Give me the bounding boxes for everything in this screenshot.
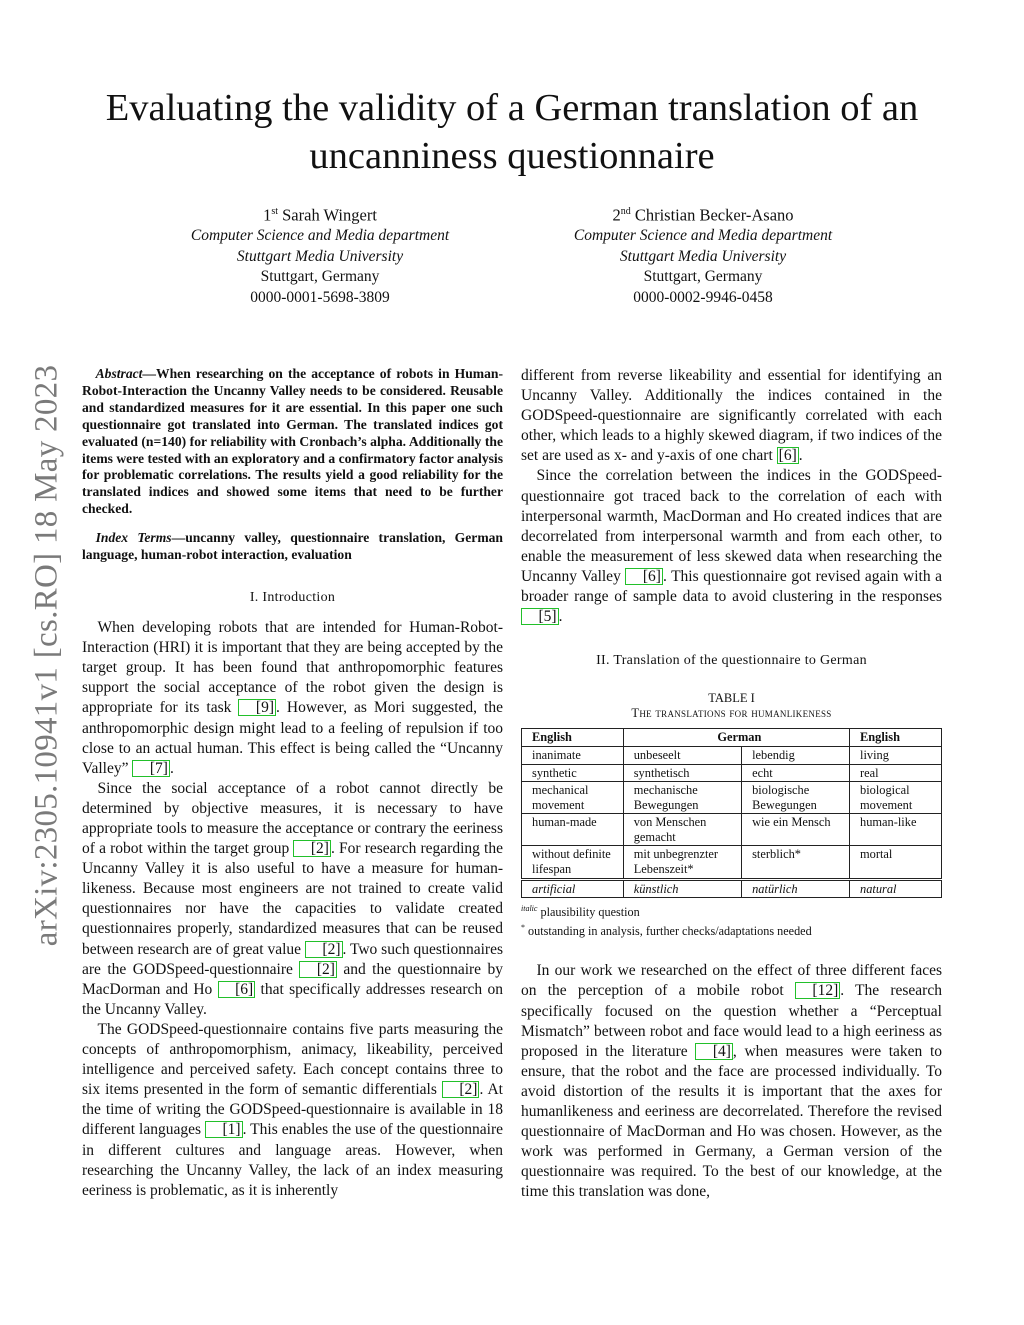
- table-cell: human-like: [850, 814, 942, 846]
- abstract: Abstract—When researching on the acceptance of robots in Human-Robot-Interaction the Uncanny Valley needs to be considered. Reusable and standardized measures for it are essential. In this paper one such questionnaire got translated into German. The translated indices got evaluated (n=140) for reliability with Cronbach’s alpha. Additionally the items were tested with an exploratory and a confirmatory factor analysis for problematic correlations. The results yield a good reliability for the translated indices and showed some items that need to be further checked.: [82, 366, 503, 517]
- author-ordinal: 2: [612, 205, 621, 225]
- paper-title: Evaluating the validity of a German translation of an uncanniness questionnaire: [105, 87, 919, 177]
- table-cell: living: [850, 746, 942, 764]
- author-name-line: [523, 202, 883, 226]
- author-ordinal: 1: [263, 205, 272, 225]
- author-orcid: 0000-0001-5698-3809: [250, 288, 390, 306]
- table-row: [522, 814, 942, 846]
- author-university: Stuttgart Media University: [619, 247, 787, 265]
- author-university: Stuttgart Media University: [236, 247, 404, 265]
- table-cell: natürlich: [742, 879, 850, 898]
- table-footnote-1: [521, 901, 942, 920]
- table-row: [522, 846, 942, 879]
- right-column: [521, 366, 942, 1203]
- table-cell: without definite lifespan: [522, 846, 624, 879]
- table-cell: real: [850, 764, 942, 782]
- table-row: [522, 782, 942, 814]
- author-city: Stuttgart, Germany: [260, 268, 380, 285]
- table-cell: von Menschen gemacht: [623, 814, 741, 846]
- table-cell: mortal: [850, 846, 942, 879]
- table-cell: mechanical movement: [522, 782, 624, 814]
- table-header: English: [850, 729, 942, 747]
- table-header: English: [522, 729, 624, 747]
- table-cell: inanimate: [522, 746, 624, 764]
- intro-paragraph-1: When developing robots that are intended for Human-Robot-Interaction (HRI) it is important that they are being accepted by the target group. It has been found that anthropomorphic features support the social acceptance of the robot given the design is appropriate for its task [9] . However, as Mori suggested, the anthropomorphic design might lead to a feeling of repulsion if too close to an actual human. This effect is being called the “Uncanny Valley” [7] .: [82, 619, 503, 777]
- table-cell: wie ein Mensch: [742, 814, 850, 846]
- table-cell: synthetic: [522, 764, 624, 782]
- table-cell: lebendig: [742, 746, 850, 764]
- author-department: Computer Science and Media department: [573, 227, 833, 244]
- intro-paragraph-4: Since the correlation between the indices in the GODSpeed-questionnaire got traced back to the correlation of each with interpersonal warmth, MacDorman and Ho created indices that are decorrelated from interpersonal warmth and from each other, to enable the measurement of less skewed data when researching the Uncanny Valley [6] . This questionnaire got revised again with a broader range of sample data to avoid clustering in the responses [5] .: [521, 467, 942, 626]
- author-block-1: [140, 202, 500, 308]
- intro-paragraph-3: The GODSpeed-questionnaire contains five parts measuring the concepts of anthropomorphism, animacy, likeability, perceived intelligence and perceived safety. Each concept contains three to six items presented in the form of semantic differentials [2] . At the time of writing the GODSpeed-questionnaire is available in 18 different languages [1] . This enables the use of the questionnaire in different cultures and language areas. However, when researching the Uncanny Valley, the lack of an index measuring eeriness is problematic, as it is inherently: [82, 1020, 503, 1199]
- author-name: Christian Becker-Asano: [634, 205, 794, 225]
- index-terms-label: Index Terms: [95, 530, 172, 546]
- table-cell: unbeseelt: [623, 746, 741, 764]
- author-city: Stuttgart, Germany: [643, 268, 763, 285]
- table-cell: biological movement: [850, 782, 942, 814]
- translation-table: [521, 728, 942, 898]
- author-department: Computer Science and Media department: [190, 227, 450, 244]
- table-label: TABLE I: [708, 691, 755, 706]
- citation-link[interactable]: [2]: [299, 961, 337, 978]
- citation-link[interactable]: [2]: [305, 941, 343, 958]
- citation-link[interactable]: [7]: [132, 760, 170, 777]
- author-name: Sarah Wingert: [282, 205, 377, 225]
- footnote-text: outstanding in analysis, further checks/adaptations needed: [528, 924, 812, 939]
- citation-link[interactable]: [5]: [521, 608, 559, 625]
- table-row-plausibility: [522, 879, 942, 898]
- table-cell: human-made: [522, 814, 624, 846]
- table-cell: künstlich: [623, 879, 741, 898]
- footnote-marker: italic: [521, 904, 538, 914]
- intro-paragraph-3-continued: different from reverse likeability and essential for identifying an Uncanny Valley. Additionally the indices contained in the GODSpeed-questionnaire are significantly correlated with each other, which leads to a highly skewed diagram, if two indices of the set are used as x- and y-axis of one chart [6] .: [521, 367, 942, 465]
- author-name-line: [140, 202, 500, 226]
- table-cell: mit unbegrenzter Lebenszeit*: [623, 846, 741, 879]
- abstract-text: When researching on the acceptance of robots in Human-Robot-Interaction the Uncanny Valley needs to be considered. Reusable and standardized measures for it are essential. In this paper one such questionnaire got translated into German. The translated indices got evaluated (n=140) for reliability with Cronbach’s alpha. Additionally the items were tested with an exploratory and a confirmatory factor analysis for problematic correlations. The results yield a good reliability for the translated indices and showed some items that need to be further checked.: [82, 366, 503, 517]
- author-ordinal-suffix: nd: [620, 206, 631, 217]
- left-column: [82, 366, 503, 1201]
- footnote-marker: *: [521, 923, 525, 933]
- table-cell: artificial: [522, 879, 624, 898]
- translation-paragraph-1: In our work we researched on the effect of three different faces on the perception of a mobile robot [12] . The research specifically focused on the question whether a “Perceptual Mismatch” between robot and face would lead to a high eeriness as proposed in the literature [4] , when measures were taken to ensure, that the robot and the face are processed individually. To avoid distortion of the results it is important that the axes for humanlikeness and eeriness are decorrelated. Therefore the revised questionnaire of MacDorman and Ho was chosen. However, as the work was performed in Germany, a German version of the questionnaire was required. To the best of our knowledge, at the time this translation was done,: [521, 962, 942, 1201]
- table-cell: sterblich*: [742, 846, 850, 879]
- citation-link[interactable]: [12]: [795, 982, 840, 999]
- arxiv-sidebar-stamp: [27, 340, 67, 970]
- index-terms-text: uncanny valley, questionnaire translation, German language, human-robot interaction, evaluation: [82, 530, 503, 563]
- citation-link[interactable]: [2]: [293, 840, 331, 857]
- table-cell: synthetisch: [623, 764, 741, 782]
- table-header-row: [522, 729, 942, 747]
- section-heading-translation: II. Translation of the questionnaire to German: [596, 653, 867, 669]
- table-cell: mechanische Bewegungen: [623, 782, 741, 814]
- arxiv-identifier: arXiv:2305.10941v1 [cs.RO] 18 May 2023: [28, 364, 65, 946]
- citation-link[interactable]: [9]: [238, 699, 276, 716]
- table-cell: echt: [742, 764, 850, 782]
- citation-link[interactable]: [4]: [695, 1043, 733, 1060]
- table-cell: natural: [850, 879, 942, 898]
- table-row: [522, 764, 942, 782]
- citation-link[interactable]: [6]: [625, 568, 663, 585]
- author-ordinal-suffix: st: [271, 206, 278, 217]
- author-orcid: 0000-0002-9946-0458: [633, 288, 773, 306]
- citation-link[interactable]: [1]: [205, 1121, 243, 1138]
- table-row: [522, 746, 942, 764]
- citation-link[interactable]: [2]: [442, 1081, 480, 1098]
- section-heading-introduction: I. Introduction: [249, 589, 336, 605]
- table-title: The translations for humanlikeness: [631, 706, 832, 721]
- author-block-2: [523, 202, 883, 308]
- table-header: German: [623, 729, 849, 747]
- citation-link[interactable]: [6]: [778, 447, 797, 465]
- intro-paragraph-2: Since the social acceptance of a robot cannot directly be determined by objective measures, it is necessary to have appropriate tools to measure the acceptance or contrary the eeriness of a robot within the target group [2] . For research regarding the Uncanny Valley it is also useful to have a measure for human-likeness. Because most engineers are not trained to create valid questionnaires nor have the capacities to validate created questionnaires properly, standardized measures that can be reused between research are of great value [2] . Two such questionnaires are the GODSpeed-questionnaire [2] and the questionnaire by MacDorman and Ho [6] that specifically addresses research on the Uncanny Valley.: [82, 779, 504, 1018]
- footnote-text: plausibility question: [540, 905, 640, 920]
- table-footnote-2: [521, 920, 942, 939]
- index-terms: Index Terms—uncanny valley, questionnaire translation, German language, human-robot interaction, evaluation: [82, 530, 503, 563]
- table-cell: biologische Bewegungen: [742, 782, 850, 814]
- citation-link[interactable]: [6]: [218, 981, 256, 998]
- abstract-label: Abstract: [95, 366, 143, 381]
- table-caption: [521, 691, 942, 721]
